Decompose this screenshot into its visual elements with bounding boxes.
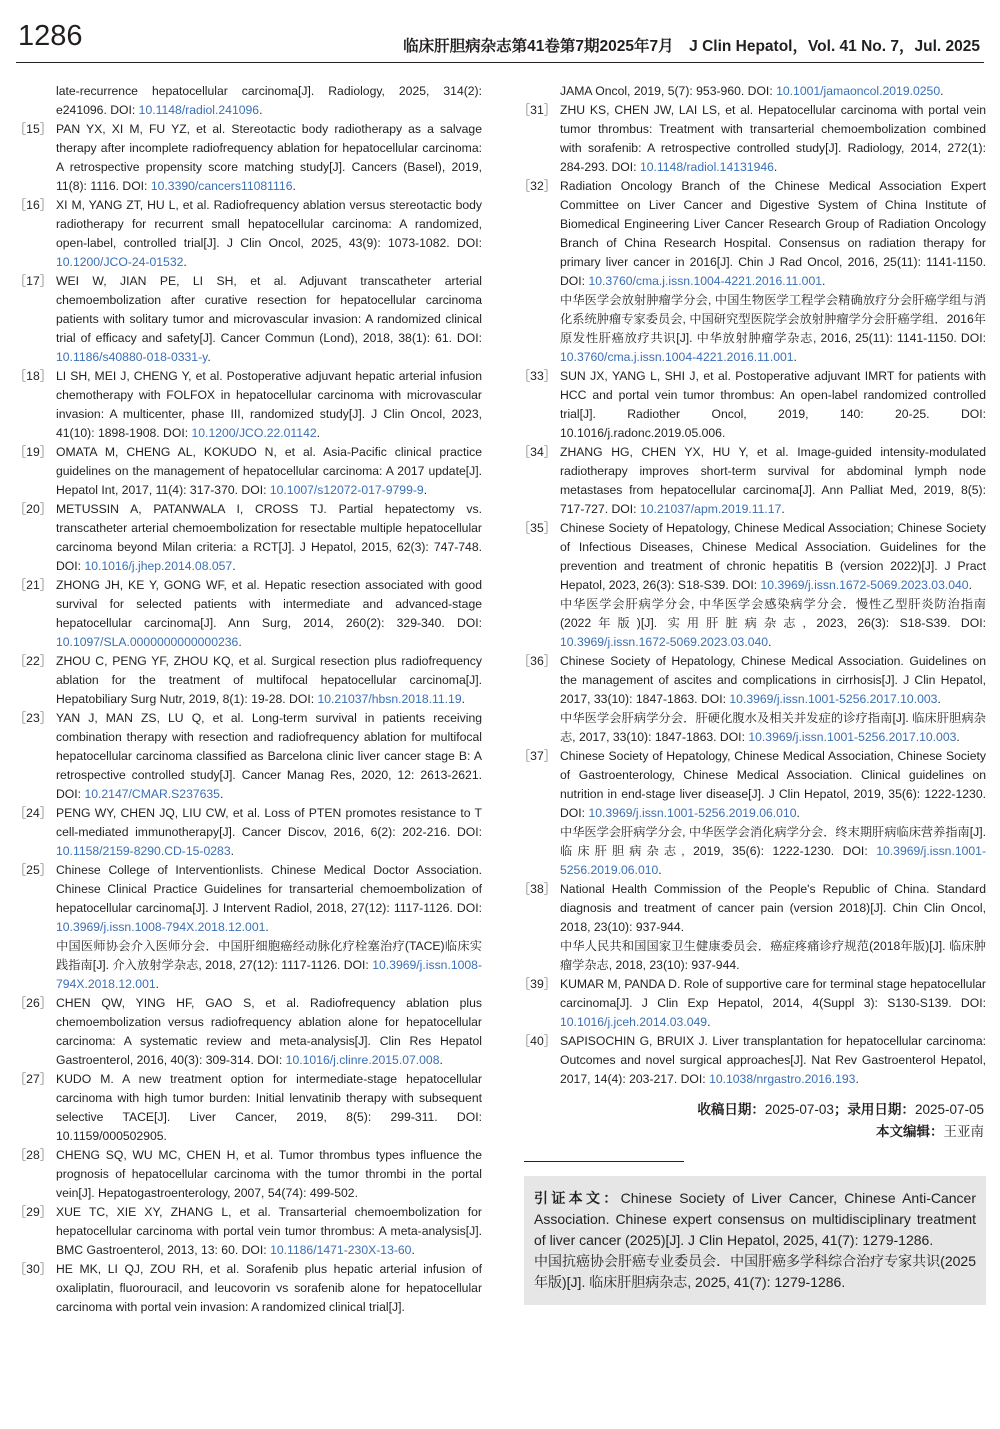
- reference-number: ［26］: [14, 996, 52, 1010]
- reference-text: [560, 177, 986, 367]
- reference-body: XUE TC, XIE XY, ZHANG L, et al. Transarterial chemoembolization for hepatocellular carcinoma with portal vein tumor thrombus: A meta-analysis[J]. BMC Gastroenterol, 2013, 13: 60. DOI:: [56, 1205, 482, 1257]
- reference-item: [14, 120, 482, 196]
- reference-number: ［36］: [518, 654, 556, 668]
- doi-link[interactable]: 10.1001/jamaoncol.2019.0250: [776, 84, 941, 98]
- reference-tail: .: [658, 863, 662, 877]
- reference-number: ［21］: [14, 578, 52, 592]
- reference-number: ［39］: [518, 977, 556, 991]
- reference-item: [14, 367, 482, 443]
- reference-item: [14, 443, 482, 500]
- reference-tail: .: [968, 578, 972, 592]
- reference-tail: .: [219, 787, 224, 801]
- doi-link[interactable]: 10.3969/j.issn.1001-5256.2017.10.003: [729, 692, 938, 706]
- reference-chinese: [560, 823, 986, 880]
- reference-body: PAN YX, XI M, FU YZ, et al. Stereotactic body radiotherapy as a salvage therapy after incomplete radiofrequency ablation for hepatocellular carcinoma: A retrospective propensity score matching study[J]. Cancers (Basel), 2019, 11(8): 1116. DOI:: [56, 122, 482, 193]
- journal-running-title: 临床肝胆病杂志第41卷第7期2025年7月 J Clin Hepatol，Vol. 41 No. 7，Jul. 2025: [403, 38, 980, 55]
- citation-label: 引证本文：: [534, 1190, 621, 1206]
- reference-chinese: [560, 291, 986, 367]
- reference-text: [56, 576, 482, 652]
- reference-body: KUDO M. A new treatment option for intermediate-stage hepatocellular carcinoma with high tumor burden: Initial lenvatinib therapy with subsequent selective TACE[J]. Liver Cancer, 2019, 8(5): 299-311. DOI: 10.1159/000502905.: [56, 1072, 482, 1143]
- reference-chinese-body: 中华医学会肝病学分会, 中华医学会消化病学分会．终末期肝病临床营养指南[J]. 临床肝胆病杂志, 2019, 35(6): 1222-1230. DOI:: [560, 825, 986, 858]
- reference-item: [14, 196, 482, 272]
- doi-link[interactable]: 10.1148/radiol.241096: [138, 103, 260, 117]
- reference-text: [56, 272, 482, 367]
- reference-text: [560, 975, 986, 1032]
- doi-link[interactable]: 10.1200/JCO.22.01142: [191, 426, 317, 440]
- reference-body: SAPISOCHIN G, BRUIX J. Liver transplantation for hepatocellular carcinoma: Outcomes and novel surgical approaches[J]. Nat Rev Gastroenterol Hepatol, 2017, 14(4): 203-217. DOI:: [560, 1034, 986, 1086]
- reference-body: PENG WY, CHEN JQ, LIU CW, et al. Loss of PTEN promotes resistance to T cell-mediated immunotherapy[J]. Cancer Discov, 2016, 6(2): 202-216. DOI:: [56, 806, 482, 839]
- reference-tail: .: [423, 483, 428, 497]
- reference-item: [14, 576, 482, 652]
- editor-label: 本文编辑：: [876, 1124, 944, 1139]
- reference-number: ［30］: [14, 1262, 52, 1276]
- reference-body: Radiation Oncology Branch of the Chinese Medical Association Expert Committee on Liver Cancer and Digestive System of China Institute of Biomedical Engineering Liver Cancer Research Group of Radiation Oncology Branch of China Research Hospital. Consensus on radiation therapy for primary liver cancer in 2016[J]. Chin J Rad Oncol, 2016, 25(11): 1141-1150. DOI:: [560, 179, 986, 288]
- reference-tail: .: [796, 806, 800, 820]
- doi-link[interactable]: 10.1158/2159-8290.CD-15-0283: [56, 844, 231, 858]
- doi-link[interactable]: 10.1038/nrgastro.2016.193: [709, 1072, 856, 1086]
- doi-link[interactable]: 10.21037/apm.2019.11.17: [639, 502, 782, 516]
- reference-tail: .: [822, 274, 826, 288]
- doi-link[interactable]: 10.3969/j.issn.1001-5256.2017.10.003: [748, 730, 957, 744]
- reference-body: ZHOU C, PENG YF, ZHOU KQ, et al. Surgical resection plus radiofrequency ablation for the treatment of multifocal hepatocellular carcinoma[J]. Hepatobiliary Surg Nutr, 2019, 8(1): 19-28. DOI:: [56, 654, 482, 706]
- reference-number: ［32］: [518, 179, 556, 193]
- reference-item: [14, 994, 482, 1070]
- reference-number: ［29］: [14, 1205, 52, 1219]
- reference-chinese: [56, 937, 482, 994]
- reference-number: ［33］: [518, 369, 556, 383]
- reference-text: [560, 367, 986, 443]
- reference-body: National Health Commission of the People's Republic of China. Standard diagnosis and treatment of cancer pain (version 2018)[J]. Chin Clin Oncol, 2018, 23(10): 937-944.: [560, 882, 986, 934]
- reference-number: ［22］: [14, 654, 52, 668]
- doi-link[interactable]: 10.3390/cancers11081116: [150, 179, 293, 193]
- doi-link[interactable]: 10.21037/hbsn.2018.11.19: [317, 692, 462, 706]
- reference-tail: .: [265, 920, 269, 934]
- reference-body: JAMA Oncol, 2019, 5(7): 953-960. DOI:: [560, 84, 777, 98]
- citation-english: Chinese Society of Liver Cancer, Chinese Anti-Cancer Association. Chinese expert consensus on multidisciplinary treatment of liver cancer (2025)[J]. J Clin Hepatol, 2025, 41(7): 1279-1286.: [534, 1190, 976, 1248]
- reference-text: [56, 1203, 482, 1260]
- reference-body: ZHONG JH, KE Y, GONG WF, et al. Hepatic resection associated with good survival for selected patients with intermediate and advanced-stage hepatocellular carcinoma[J]. Ann Surg, 2014, 260(2): 329-340. DOI:: [56, 578, 482, 630]
- reference-tail: .: [956, 730, 960, 744]
- reference-text: [56, 709, 482, 804]
- reference-number: ［16］: [14, 198, 52, 212]
- reference-number: ［20］: [14, 502, 52, 516]
- reference-tail: .: [439, 1053, 443, 1067]
- reference-item: [518, 652, 986, 747]
- reference-tail: .: [773, 160, 778, 174]
- reference-item: [14, 500, 482, 576]
- reference-tail: .: [855, 1072, 859, 1086]
- reference-body: late-recurrence hepatocellular carcinoma[J]. Radiology, 2025, 314(2): e241096. DOI:: [56, 84, 482, 117]
- reference-item: [14, 709, 482, 804]
- citation-box: [524, 1176, 986, 1305]
- reference-chinese-body: 中华医学会肝病学分会, 中华医学会感染病学分会．慢性乙型肝炎防治指南(2022年版)[J]. 实用肝脏病杂志, 2023, 26(3): S18-S39. DOI:: [560, 597, 986, 630]
- reference-text: [56, 196, 482, 272]
- reference-text: [560, 82, 986, 101]
- doi-link[interactable]: 10.1016/j.jhep.2014.08.057: [84, 559, 233, 573]
- reference-item: [14, 804, 482, 861]
- reference-body: ZHANG HG, CHEN YX, HU Y, et al. Image-guided intensity-modulated radiotherapy improves short-term survival for abdominal lymph node metastases from hepatocellular carcinoma[J]. Ann Palliat Med, 2019, 8(5): 717-727. DOI:: [560, 445, 986, 516]
- reference-column-right: [518, 82, 986, 1089]
- reference-number: ［34］: [518, 445, 556, 459]
- reference-text: [56, 1070, 482, 1146]
- reference-number: ［38］: [518, 882, 556, 896]
- accepted-label: ；录用日期：: [833, 1102, 915, 1117]
- citation-chinese: 中国抗癌协会肝癌专业委员会．中国肝癌多学科综合治疗专家共识(2025年版)[J]. 临床肝胆病杂志, 2025, 41(7): 1279-1286.: [534, 1253, 976, 1290]
- reference-body: CHEN QW, YING HF, GAO S, et al. Radiofrequency ablation plus chemoembolization versus radiofrequency ablation alone for hepatocellular carcinoma: A systematic review and meta-analysis[J]. Clin Res Hepatol Gastroenterol, 2016, 40(3): 309-314. DOI:: [56, 996, 482, 1067]
- doi-link[interactable]: 10.3969/j.issn.1008-794X.2018.12.001: [56, 920, 266, 934]
- reference-tail: .: [411, 1243, 415, 1257]
- reference-item: [14, 861, 482, 994]
- page-number: 1286: [18, 20, 83, 52]
- reference-item: [518, 880, 986, 975]
- reference-text: [56, 367, 482, 443]
- doi-link[interactable]: 10.1200/JCO-24-01532: [56, 255, 184, 269]
- reference-body: LI SH, MEI J, CHENG Y, et al. Postoperative adjuvant hepatic arterial infusion chemotherapy with FOLFOX in hepatocellular carcinoma with microvascular invasion: A multicenter, phase III, randomized study[J]. J Clin Oncol, 2023, 41(10): 1898-1908. DOI:: [56, 369, 482, 440]
- reference-tail: .: [937, 692, 941, 706]
- reference-body: WEI W, JIAN PE, LI SH, et al. Adjuvant transcatheter arterial chemoembolization after curative resection for hepatocellular carcinoma patients with solitary tumor and microvascular invasion: A randomized clinical trial of efficacy and safety[J]. Cancer Commun (Lond), 2018, 38(1): 61. DOI:: [56, 274, 482, 345]
- reference-tail: .: [207, 350, 211, 364]
- reference-number: ［37］: [518, 749, 556, 763]
- reference-body: XI M, YANG ZT, HU L, et al. Radiofrequency ablation versus stereotactic body radiotherapy for recurrent small hepatocellular carcinoma: A randomized, open-label, controlled trial[J]. J Clin Oncol, 2025, 43(9): 1073-1082. DOI:: [56, 198, 482, 250]
- reference-text: [560, 101, 986, 177]
- reference-chinese: [560, 937, 986, 975]
- reference-body: HE MK, LI QJ, ZOU RH, et al. Sorafenib plus hepatic arterial infusion of oxaliplatin, fluorouracil, and leucovorin vs sorafenib alone for hepatocellular carcinoma with portal vein invasion: A randomized clinical trial[J].: [56, 1262, 482, 1314]
- reference-text: [56, 652, 482, 709]
- reference-text: [56, 120, 482, 196]
- reference-text: [56, 500, 482, 576]
- reference-text: [560, 443, 986, 519]
- reference-body: METUSSIN A, PATANWALA I, CROSS TJ. Partial hepatectomy vs. transcatheter arterial chemoembolization for resectable multiple hepatocellular carcinoma beyond Milan criteria: a RCT[J]. J Hepatol, 2015, 62(3): 747-748. DOI:: [56, 502, 482, 573]
- doi-link[interactable]: 10.1016/j.jceh.2014.03.049: [560, 1015, 708, 1029]
- reference-body: KUMAR M, PANDA D. Role of supportive care for terminal stage hepatocellular carcinoma[J]. J Clin Exp Hepatol, 2014, 4(Suppl 3): S130-S139. DOI:: [560, 977, 986, 1010]
- reference-text: [560, 519, 986, 652]
- reference-chinese-body: 中国医师协会介入医师分会．中国肝细胞癌经动脉化疗栓塞治疗(TACE)临床实践指南[J]. 介入放射学杂志, 2018, 27(12): 1117-1126. DOI:: [56, 939, 482, 972]
- reference-text: [56, 443, 482, 500]
- reference-number: ［25］: [14, 863, 52, 877]
- reference-number: ［19］: [14, 445, 52, 459]
- reference-text: [560, 747, 986, 880]
- reference-item: [14, 652, 482, 709]
- reference-body: Chinese Society of Hepatology, Chinese Medical Association; Chinese Society of Infectious Diseases, Chinese Medical Association. Guidelines for the prevention and treatment of chronic hepatitis B (version 2022)[J]. J Pract Hepatol, 2023, 26(3): S18-S39. DOI:: [560, 521, 986, 592]
- reference-text: [56, 1146, 482, 1203]
- reference-body: OMATA M, CHENG AL, KOKUDO N, et al. Asia-Pacific clinical practice guidelines on the management of hepatocellular carcinoma: A 2017 update[J]. Hepatol Int, 2017, 11(4): 317-370. DOI:: [56, 445, 482, 497]
- reference-item: [518, 101, 986, 177]
- reference-number: ［27］: [14, 1072, 52, 1086]
- reference-text: [56, 804, 482, 861]
- separator-line: [524, 1161, 684, 1162]
- reference-tail: .: [292, 179, 296, 193]
- reference-item: [518, 367, 986, 443]
- reference-chinese: [560, 595, 986, 652]
- reference-number: ［35］: [518, 521, 556, 535]
- doi-link[interactable]: 10.1097/SLA.0000000000000236: [56, 635, 239, 649]
- page-header: [16, 18, 984, 63]
- reference-body: Chinese College of Interventionlists. Chinese Medical Doctor Association. Chinese Clinical Practice Guidelines for transarterial chemoembolization of hepatocellular carcinoma[J]. J Intervent Radiol, 2018, 27(12): 1117-1126. DOI:: [56, 863, 482, 915]
- reference-body: Chinese Society of Hepatology, Chinese Medical Association, Chinese Society of Gastroenterology, Chinese Medical Association. Clinical guidelines on nutrition in end-stage liver disease[J]. J Clin Hepatol, 2019, 35(6): 1222-1230. DOI:: [560, 749, 986, 820]
- reference-item: [14, 1260, 482, 1317]
- reference-tail: .: [768, 635, 772, 649]
- editor-name: 王亚南: [943, 1124, 984, 1139]
- reference-tail: .: [940, 84, 944, 98]
- reference-column-right-wrapper: [518, 82, 986, 1305]
- reference-item: [518, 177, 986, 367]
- reference-item: [518, 975, 986, 1032]
- reference-chinese: [560, 709, 986, 747]
- reference-tail: .: [781, 502, 785, 516]
- reference-number: ［40］: [518, 1034, 556, 1048]
- reference-tail: .: [259, 103, 263, 117]
- reference-number: ［24］: [14, 806, 52, 820]
- reference-text: [560, 1032, 986, 1089]
- reference-number: ［23］: [14, 711, 52, 725]
- doi-link[interactable]: 10.1148/radiol.14131946: [639, 160, 774, 174]
- reference-body: CHENG SQ, WU MC, CHEN H, et al. Tumor thrombus types influence the prognosis of hepatocellular carcinoma with the tumor thrombi in the portal vein[J]. Hepatogastroenterology, 2007, 54(74): 499-502.: [56, 1148, 482, 1200]
- reference-number: ［28］: [14, 1148, 52, 1162]
- reference-tail: .: [461, 692, 465, 706]
- reference-number: ［31］: [518, 103, 556, 117]
- reference-item: [518, 443, 986, 519]
- doi-link[interactable]: 10.1186/s40880-018-0331-y: [56, 350, 208, 364]
- reference-chinese-body: 中华人民共和国国家卫生健康委员会．癌症疼痛诊疗规范(2018年版)[J]. 临床肿瘤学杂志, 2018, 23(10): 937-944.: [560, 939, 986, 972]
- reference-tail: .: [155, 977, 160, 991]
- doi-link[interactable]: 10.3969/j.issn.1008-794X.2018.12.001: [56, 958, 482, 991]
- reference-item: [14, 1203, 482, 1260]
- reference-column-left: [14, 82, 482, 1317]
- reference-tail: .: [793, 350, 797, 364]
- received-label: 收稿日期：: [697, 1102, 765, 1117]
- reference-tail: .: [238, 635, 242, 649]
- reference-text: [56, 861, 482, 994]
- doi-link[interactable]: 10.3760/cma.j.issn.1004-4221.2016.11.001: [560, 350, 794, 364]
- accepted-date: 2025-07-05: [914, 1102, 984, 1117]
- doi-link[interactable]: 10.2147/CMAR.S237635: [84, 787, 220, 801]
- reference-text: [560, 652, 986, 747]
- reference-tail: .: [707, 1015, 711, 1029]
- reference-item: [518, 1032, 986, 1089]
- doi-link[interactable]: 10.3969/j.issn.1001-5256.2019.06.010: [560, 844, 986, 877]
- reference-text: [56, 994, 482, 1070]
- reference-tail: .: [230, 844, 234, 858]
- reference-text: [560, 880, 986, 975]
- doi-link[interactable]: 10.3760/cma.j.issn.1004-4221.2016.11.001: [588, 274, 822, 288]
- received-date: 2025-07-03: [764, 1102, 834, 1117]
- article-dates: [518, 1099, 986, 1143]
- reference-item: [14, 1070, 482, 1146]
- doi-link[interactable]: 10.3969/j.issn.1001-5256.2019.06.010: [588, 806, 797, 820]
- doi-link[interactable]: 10.1016/j.clinre.2015.07.008: [285, 1053, 440, 1067]
- reference-item: [518, 82, 986, 101]
- reference-text: [56, 1260, 482, 1317]
- reference-item: [518, 747, 986, 880]
- reference-tail: .: [316, 426, 321, 440]
- reference-item: [14, 272, 482, 367]
- reference-chinese-body: 中华医学会肝病学分会．肝硬化腹水及相关并发症的诊疗指南[J]. 临床肝胆病杂志, 2017, 33(10): 1847-1863. DOI:: [560, 711, 986, 744]
- reference-text: [56, 82, 482, 120]
- reference-body: ZHU KS, CHEN JW, LAI LS, et al. Hepatocellular carcinoma with portal vein tumor thrombus: Treatment with transarterial chemoembolization combined with sorafenib: A retrospective controlled study[J]. Radiology, 2014, 272(1): 284-293. DOI:: [560, 103, 986, 174]
- reference-number: ［17］: [14, 274, 52, 288]
- doi-link[interactable]: 10.1007/s12072-017-9799-9: [269, 483, 424, 497]
- doi-link[interactable]: 10.3969/j.issn.1672-5069.2023.03.040: [560, 635, 769, 649]
- reference-item: [14, 82, 482, 120]
- reference-item: [14, 1146, 482, 1203]
- reference-number: ［18］: [14, 369, 52, 383]
- reference-tail: .: [183, 255, 187, 269]
- reference-chinese-body: 中华医学会放射肿瘤学分会, 中国生物医学工程学会精确放疗分会肝癌学组与消化系统肿瘤专家委员会, 中国研究型医院学会放射肿瘤学分会肝癌学组．2016年原发性肝癌放疗共识[J]. 中华放射肿瘤学杂志, 2016, 25(11): 1141-1150. DOI:: [560, 293, 986, 345]
- reference-number: ［15］: [14, 122, 52, 136]
- doi-link[interactable]: 10.3969/j.issn.1672-5069.2023.03.040: [760, 578, 969, 592]
- reference-tail: .: [232, 559, 236, 573]
- reference-body: YAN J, MAN ZS, LU Q, et al. Long-term survival in patients receiving combination therapy with resection and radiofrequency ablation for multifocal hepatocellular carcinoma classified as Barcelona clinic liver cancer stage B: A retrospective controlled study[J]. Cancer Manag Res, 2020, 12: 2613-2621. DOI:: [56, 711, 482, 801]
- reference-body: Chinese Society of Hepatology, Chinese Medical Association. Guidelines on the management of ascites and complications in cirrhosis[J]. J Clin Hepatol, 2017, 33(10): 1847-1863. DOI:: [560, 654, 986, 706]
- reference-item: [518, 519, 986, 652]
- doi-link[interactable]: 10.1186/1471-230X-13-60: [270, 1243, 412, 1257]
- reference-body: SUN JX, YANG L, SHI J, et al. Postoperative adjuvant IMRT for patients with HCC and portal vein tumor thrombus: An open-label randomized controlled trial[J]. Radiother Oncol, 2019, 140: 20-25. DOI: 10.1016/j.radonc.2019.05.006.: [560, 369, 986, 440]
